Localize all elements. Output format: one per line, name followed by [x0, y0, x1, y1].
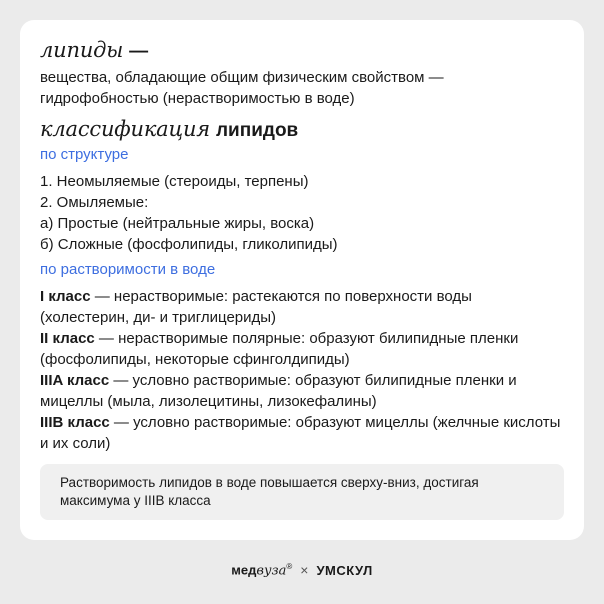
- list-item: 1. Неомыляемые (стероиды, терпены): [40, 173, 309, 190]
- note-line: Растворимость липидов в воде повышается сверху-вниз, достигая: [60, 475, 479, 490]
- footer-logos: [0, 562, 604, 578]
- class-text: — нерастворимые полярные: образуют билипидные пленки: [94, 330, 519, 347]
- list-item: а) Простые (нейтральные жиры, воска): [40, 215, 315, 232]
- definition-text: [40, 67, 564, 109]
- class-text: и их соли): [40, 435, 111, 452]
- structure-heading: по структуре: [40, 146, 129, 163]
- list-item: [40, 412, 564, 454]
- class-label: II класс: [40, 330, 95, 347]
- list-item: [40, 328, 564, 370]
- definition-title: [40, 38, 564, 63]
- class-text: — условно растворимые: образуют мицеллы (желчные кислоты: [109, 414, 561, 431]
- class-text: — нерастворимые: растекаются по поверхности воды: [90, 288, 472, 305]
- umskul-logo: УМСКУЛ: [316, 562, 373, 578]
- structure-list: [40, 171, 564, 255]
- separator-icon: ×: [300, 562, 309, 579]
- content-card: [20, 20, 584, 540]
- list-item: 2. Омыляемые:: [40, 194, 149, 211]
- classification-title: [40, 117, 564, 142]
- solubility-list: [40, 286, 564, 454]
- class-label: IIIA класс: [40, 372, 110, 389]
- definition-line: вещества, обладающие общим физическим свойством —: [40, 69, 444, 86]
- definition-line: гидрофобностью (нерастворимостью в воде): [40, 90, 355, 107]
- note-box: [40, 464, 564, 520]
- title-word: липиды: [40, 38, 124, 62]
- class-text: — условно растворимые: образуют билипидные пленки и: [109, 372, 517, 389]
- class-text: мицеллы (мыла, лизолецитины, лизокефалины): [40, 393, 377, 410]
- classification-bold-word: липидов: [215, 120, 299, 141]
- list-item: [40, 286, 564, 328]
- class-text: (холестерин, ди- и триглицериды): [40, 309, 277, 326]
- solubility-heading: по растворимости в воде: [40, 261, 216, 278]
- class-text: (фосфолипиды, некоторые сфинголдипиды): [40, 351, 350, 368]
- list-item: б) Сложные (фосфолипиды, гликолипиды): [40, 236, 338, 253]
- list-item: [40, 370, 564, 412]
- medvuza-logo: медвуза®: [231, 562, 293, 579]
- title-dash: —: [129, 41, 149, 62]
- class-label: I класс: [40, 288, 91, 305]
- class-label: IIIB класс: [40, 414, 110, 431]
- note-line: максимума у IIIB класса: [60, 493, 211, 508]
- classification-script-word: классификация: [40, 117, 210, 141]
